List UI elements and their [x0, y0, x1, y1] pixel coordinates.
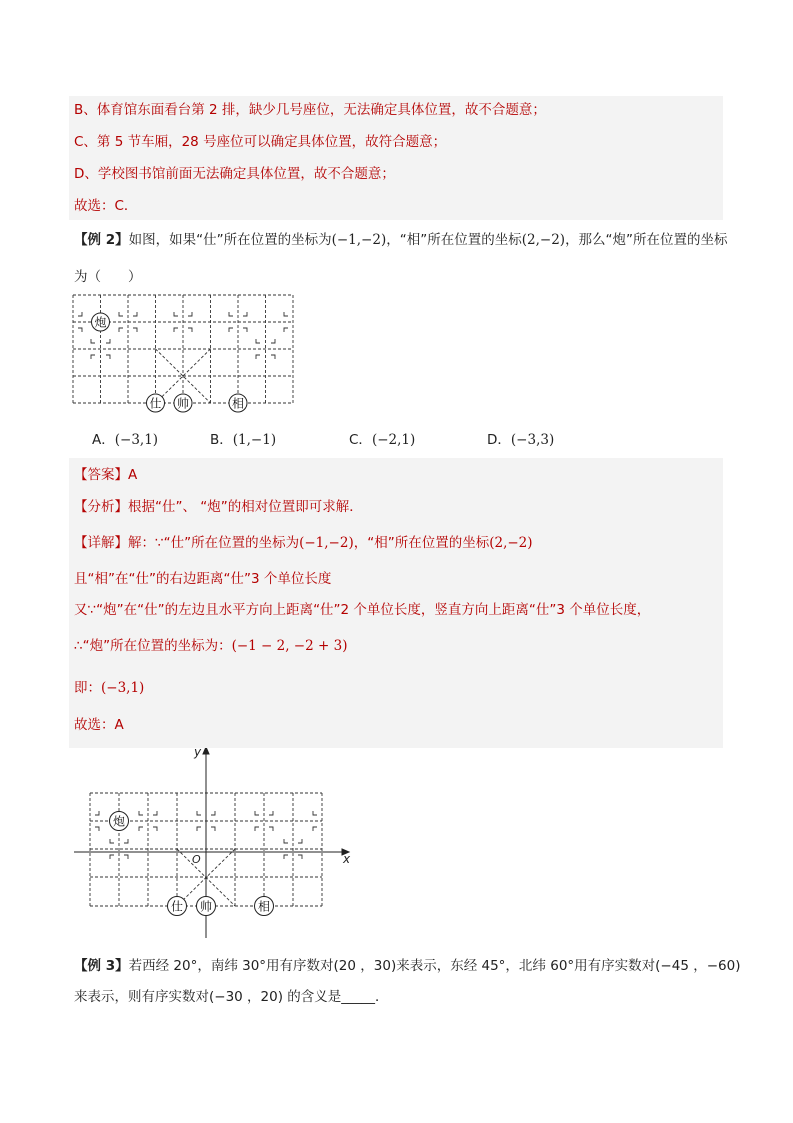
option-d-label: D．	[487, 432, 511, 448]
detail-result: (−3,1)	[101, 680, 145, 696]
piece-shi	[147, 394, 165, 412]
piece-shuai-2-label: 帅	[199, 899, 213, 914]
option-a-value: (−3,1)	[114, 432, 159, 448]
solution-line-d: D、学校图书馆前面无法确定具体位置，故不合题意；	[74, 166, 395, 182]
example2-q1: 如图，如果“仕”所在位置的坐标为	[128, 232, 332, 248]
detail-coord-shi: (−1,−2)	[299, 535, 354, 551]
chess-board-figure-1	[70, 292, 300, 414]
example3-line1	[74, 957, 740, 975]
analysis-tag: 【分析】	[74, 499, 128, 515]
detail-tag: 【详解】	[74, 535, 128, 551]
detail-text-1a: 解：∵“仕”所在位置的坐标为	[128, 535, 300, 551]
detail-text-5a: 即：	[74, 680, 101, 696]
option-c-label: C．	[349, 432, 372, 448]
example2-q2: ，“相”所在位置的坐标	[386, 232, 522, 248]
piece-shuai	[174, 394, 192, 412]
piece-shuai-2	[197, 897, 216, 916]
chess-board-figure-2	[70, 748, 352, 942]
option-a[interactable]	[92, 428, 158, 448]
answer-value: A	[128, 467, 138, 483]
piece-xiang-2	[255, 897, 274, 916]
example2-tag: 【例 2】	[74, 232, 129, 248]
option-b-label: B．	[210, 432, 233, 448]
option-a-label: A．	[92, 432, 115, 448]
example3-line2: 来表示，则有序实数对(−30 ，20) 的含义是_____．	[74, 989, 389, 1005]
piece-shi-2	[168, 897, 187, 916]
detail-line-3: 又∵“炮”在“仕”的左边且水平方向上距离“仕”2 个单位长度，竖直方向上距离“仕”3 个单位长度，	[74, 602, 651, 618]
option-d-value: (−3,3)	[510, 432, 555, 448]
example2-q3: ，那么“炮”所在位置的坐标	[565, 232, 728, 248]
piece-pao-label: 炮	[94, 315, 107, 330]
piece-shi-2-label: 仕	[170, 899, 184, 914]
example3-tag: 【例 3】	[74, 958, 129, 974]
option-b[interactable]	[210, 428, 276, 448]
detail-text-4a: ∴“炮”所在位置的坐标为：	[74, 638, 232, 654]
option-d[interactable]	[487, 428, 554, 448]
board-grid	[73, 295, 293, 403]
choose-line-2: 故选：A	[74, 717, 124, 733]
detail-line-2: 且“相”在“仕”的右边距离“仕”3 个单位长度	[74, 571, 332, 587]
origin-label: O	[192, 853, 201, 866]
axis-y-label: y	[194, 748, 202, 759]
choose-line-1: 故选：C．	[74, 198, 138, 214]
option-b-value: (1,−1)	[232, 432, 277, 448]
detail-line-1	[74, 534, 533, 552]
solution-line-c: C、第 5 节车厢，28 号座位可以确定具体位置，故符合题意；	[74, 134, 447, 150]
detail-coord-xiang: (2,−2)	[489, 535, 533, 551]
example3-text1: 若西经 20°，南纬 30°用有序数对(20 ，30)来表示，东经 45°，北纬 60°用有序实数对(−45 ，−60)	[128, 958, 741, 974]
axis-x-label: x	[343, 852, 351, 866]
piece-xiang-2-label: 相	[257, 899, 271, 914]
detail-text-1c: ，“相”所在位置的坐标	[353, 535, 490, 551]
detail-expression: (−1 − 2, −2 + 3)	[231, 638, 348, 654]
piece-pao-2	[110, 812, 129, 831]
option-c[interactable]	[349, 428, 415, 448]
coord-xiang: (2,−2)	[521, 232, 566, 248]
answer-tag: 【答案】	[74, 467, 128, 483]
answer-line	[74, 466, 137, 484]
piece-xiang	[229, 394, 247, 412]
analysis-line	[74, 498, 363, 516]
example2-question-line2: 为（ ）	[74, 269, 142, 285]
solution-line-b: B、体育馆东面看台第 2 排，缺少几号座位，无法确定具体位置，故不合题意；	[74, 102, 546, 118]
example2-question	[74, 231, 728, 249]
piece-pao-2-label: 炮	[112, 814, 126, 829]
coord-shi: (−1,−2)	[331, 232, 387, 248]
option-c-value: (−2,1)	[371, 432, 416, 448]
piece-pao	[92, 313, 110, 331]
detail-line-4	[74, 637, 347, 655]
analysis-text: 根据“仕”、 “炮”的相对位置即可求解．	[128, 499, 363, 515]
piece-xiang-label: 相	[231, 396, 245, 411]
piece-shi-label: 仕	[149, 396, 162, 411]
piece-shuai-label: 帅	[176, 396, 190, 411]
detail-line-5	[74, 679, 144, 697]
